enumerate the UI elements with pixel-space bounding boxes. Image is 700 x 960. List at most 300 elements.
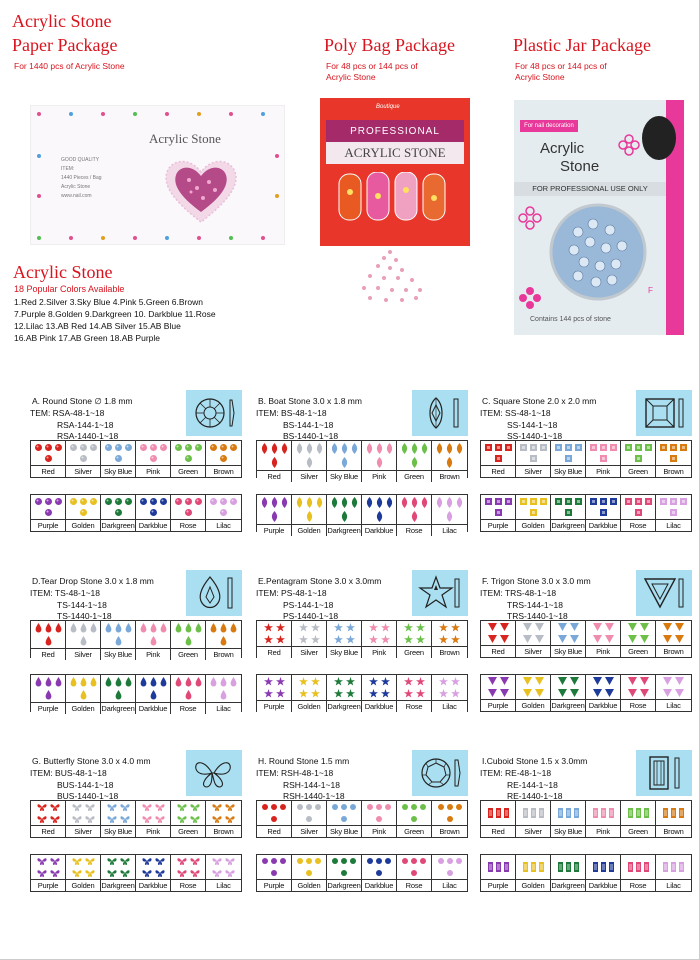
item-code: ITEM: TS-48-1~18: [30, 588, 100, 598]
color-label: Darkblue: [588, 521, 618, 530]
color-swatch: [432, 495, 467, 525]
color-label: Lilac: [442, 526, 457, 535]
color-label: Lilac: [216, 521, 231, 530]
color-swatch: [432, 675, 467, 701]
paper-package-subtitle: For 1440 pcs of Acrylic Stone: [14, 61, 125, 71]
color-swatch: [397, 441, 431, 471]
color-swatch: [31, 855, 65, 880]
color-swatch-cell: [171, 495, 206, 531]
color-swatch: [101, 801, 135, 826]
color-label: Darkblue: [138, 704, 168, 713]
color-swatch: [516, 495, 550, 520]
color-swatch-cell: [327, 801, 362, 837]
color-swatch: [656, 495, 691, 520]
color-swatch: [362, 675, 396, 701]
color-label: Lilac: [666, 521, 681, 530]
color-swatch-grid: [256, 800, 468, 838]
stone-section: [30, 570, 242, 740]
item-code: TEM: RSA-48-1~18: [30, 408, 105, 418]
color-swatch-grid: [256, 854, 468, 892]
color-label: Pink: [146, 650, 160, 659]
stone-name: E.Pentagram Stone 3.0 x 3.0mm: [258, 576, 382, 586]
color-swatch-cell: [206, 495, 241, 531]
color-label: Sky Blue: [330, 648, 358, 657]
color-swatch-cell: [516, 855, 551, 891]
color-label: Purple: [263, 526, 285, 535]
flower-icon-2: [518, 206, 542, 230]
item-code: ITEM: TRS-48-1~18: [480, 588, 557, 598]
color-swatch: [362, 495, 396, 525]
color-swatch-cell: [136, 495, 171, 531]
color-swatch-cell: [327, 675, 362, 712]
card-title: Acrylic Stone: [149, 131, 221, 146]
color-swatch-cell: [397, 495, 432, 536]
color-label: Silver: [74, 467, 92, 476]
color-swatch-cell: [31, 855, 66, 891]
nail-designs-icon: [325, 172, 465, 232]
color-swatch: [516, 675, 550, 700]
stone-section: [30, 390, 242, 560]
color-label: Darkblue: [138, 521, 168, 530]
round-stone-icon: [186, 390, 242, 436]
stone-section: [480, 750, 692, 920]
colors-list: 1.Red 2.Silver 3.Sky Blue 4.Pink 5.Green 6.Brown 7.Purple 8.Golden 9.Darkgreen 10. Darkblue 11.Rose 12.Lilac 13.AB Red 14.AB Silver 15.AB Blue 16.AB Pink 17.AB Green 18.AB Purple: [14, 297, 216, 343]
stone-name: B. Boat Stone 3.0 x 1.8 mm: [258, 396, 362, 406]
color-swatch-cell: [257, 675, 292, 712]
item-code: ITEM: BS-48-1~18: [256, 408, 327, 418]
color-swatch: [257, 801, 291, 826]
color-swatch: [101, 621, 135, 649]
color-swatch-cell: [136, 441, 171, 477]
color-swatch: [656, 621, 691, 646]
color-swatch: [397, 675, 431, 701]
color-swatch-cell: [397, 441, 432, 482]
color-label: Golden: [297, 526, 321, 535]
color-swatch-cell: [621, 855, 656, 891]
color-swatch-cell: [362, 495, 397, 536]
color-label: Green: [178, 650, 198, 659]
color-swatch-cell: [171, 675, 206, 714]
color-swatch: [257, 855, 291, 880]
color-label: Darkblue: [588, 701, 618, 710]
color-swatch: [101, 441, 135, 466]
color-label: Silver: [300, 472, 318, 481]
color-label: Darkblue: [364, 702, 394, 711]
stone-item-codes: [30, 408, 118, 443]
color-swatch: [66, 855, 100, 880]
color-label: Green: [628, 467, 648, 476]
color-swatch: [656, 441, 691, 466]
color-label: Green: [628, 647, 648, 656]
color-label: Darkblue: [364, 526, 394, 535]
color-label: Lilac: [442, 881, 457, 890]
color-swatch: [432, 621, 467, 647]
color-swatch-cell: [432, 495, 467, 536]
color-swatch-cell: [586, 675, 621, 711]
color-label: Darkgreen: [327, 881, 361, 890]
color-swatch-cell: [481, 675, 516, 711]
color-label: Purple: [487, 701, 509, 710]
trigon-stone-icon: [636, 570, 692, 616]
color-swatch-cell: [586, 621, 621, 657]
color-swatch: [292, 621, 326, 647]
cuboid-stone-icon: [636, 750, 692, 796]
color-swatch-cell: [621, 675, 656, 711]
stone-item-codes: [256, 408, 338, 443]
stone-name: A. Round Stone ∅ 1.8 mm: [32, 396, 133, 406]
color-swatch-cell: [516, 801, 551, 837]
color-swatch-cell: [101, 855, 136, 891]
color-label: Darkgreen: [327, 702, 361, 711]
color-swatch-cell: [206, 621, 241, 660]
color-label: Golden: [297, 702, 321, 711]
color-swatch-cell: [586, 495, 621, 531]
color-label: Green: [404, 827, 424, 836]
color-swatch: [621, 495, 655, 520]
color-swatch: [101, 855, 135, 880]
color-label: Red: [41, 467, 55, 476]
color-swatch-cell: [551, 801, 586, 837]
color-swatch-grid: [256, 620, 468, 658]
color-label: Lilac: [216, 704, 231, 713]
color-swatch: [171, 495, 205, 520]
color-swatch-cell: [481, 621, 516, 657]
color-swatch: [586, 621, 620, 646]
color-swatch-grid: [480, 800, 692, 838]
jar-name-1: Acrylic: [540, 140, 585, 157]
color-label: Rose: [179, 704, 197, 713]
color-swatch-cell: [206, 855, 241, 891]
color-swatch: [397, 621, 431, 647]
color-label: Brown: [213, 827, 234, 836]
color-swatch: [551, 441, 585, 466]
color-swatch-cell: [656, 855, 691, 891]
flower-icon: [618, 134, 640, 156]
color-swatch: [516, 621, 550, 646]
color-swatch-cell: [621, 801, 656, 837]
color-swatch: [136, 801, 170, 826]
color-swatch: [101, 675, 135, 703]
color-swatch: [656, 675, 691, 700]
color-swatch-cell: [551, 675, 586, 711]
color-swatch-cell: [432, 855, 467, 891]
color-swatch: [621, 675, 655, 700]
color-swatch: [206, 621, 241, 649]
color-swatch-cell: [656, 441, 691, 477]
color-swatch-cell: [66, 801, 101, 837]
color-swatch-cell: [206, 675, 241, 714]
color-swatch: [432, 855, 467, 880]
color-label: Red: [267, 827, 281, 836]
color-swatch-grid: [480, 620, 692, 658]
color-swatch: [621, 621, 655, 646]
color-swatch-cell: [481, 801, 516, 837]
color-label: Darkgreen: [101, 704, 135, 713]
item-code: SS-144-1~18: [507, 419, 558, 430]
color-swatch-cell: [206, 441, 241, 477]
color-swatch-grid: [480, 854, 692, 892]
jar-stones-icon: [548, 202, 648, 302]
color-swatch-cell: [257, 495, 292, 536]
color-label: Rose: [405, 881, 423, 890]
item-code: PS-1440-1~18: [283, 611, 339, 621]
color-swatch-cell: [397, 801, 432, 837]
color-label: Red: [267, 472, 281, 481]
color-swatch: [397, 855, 431, 880]
color-swatch: [206, 495, 241, 520]
color-swatch-cell: [327, 441, 362, 482]
color-swatch: [586, 495, 620, 520]
item-code: RSH-1440-1~18: [283, 791, 345, 801]
color-swatch-cell: [432, 801, 467, 837]
color-swatch-cell: [66, 495, 101, 531]
color-label: Darkblue: [364, 881, 394, 890]
plastic-jar-subtitle-1: For 48 pcs or 144 pcs of: [515, 61, 607, 71]
color-swatch-cell: [551, 495, 586, 531]
color-swatch-cell: [101, 441, 136, 477]
color-swatch-cell: [101, 495, 136, 531]
color-swatch: [292, 855, 326, 880]
color-label: Sky Blue: [554, 827, 582, 836]
stone-name: C. Square Stone 2.0 x 2.0 mm: [482, 396, 597, 406]
color-swatch: [292, 441, 326, 471]
color-swatch-cell: [66, 675, 101, 714]
color-swatch: [397, 495, 431, 525]
item-code: BS-144-1~18: [283, 419, 334, 430]
color-swatch: [327, 441, 361, 471]
jar-lid-icon: [642, 116, 676, 160]
color-label: Brown: [439, 648, 460, 657]
loose-stones-icon: [340, 246, 450, 306]
color-label: Brown: [213, 467, 234, 476]
paper-package-title-2: Paper Package: [12, 35, 118, 55]
color-swatch-grid: [256, 440, 468, 481]
stone-name: D.Tear Drop Stone 3.0 x 1.8 mm: [32, 576, 154, 586]
item-code: TS-144-1~18: [57, 599, 107, 610]
color-swatch: [586, 675, 620, 700]
item-code: ITEM: PS-48-1~18: [256, 588, 327, 598]
color-swatch: [621, 441, 655, 466]
color-label: Lilac: [216, 881, 231, 890]
jar-tag: For nail decoration: [520, 120, 578, 132]
color-swatch-cell: [171, 801, 206, 837]
poly-bag-subtitle-1: For 48 pcs or 144 pcs of: [326, 61, 418, 71]
color-label: Rose: [405, 702, 423, 711]
stone-item-codes: [30, 588, 112, 623]
color-swatch-cell: [516, 621, 551, 657]
color-swatch-cell: [257, 801, 292, 837]
color-swatch: [481, 621, 515, 646]
color-swatch-cell: [362, 441, 397, 482]
color-label: Rose: [179, 881, 197, 890]
color-label: Darkblue: [138, 881, 168, 890]
color-swatch: [397, 801, 431, 826]
color-label: Pink: [596, 467, 610, 476]
color-swatch: [481, 855, 515, 880]
flower-icon-3: [518, 286, 542, 310]
color-label: Brown: [663, 647, 684, 656]
poly-bag-title: Poly Bag Package: [324, 35, 455, 55]
color-swatch: [327, 621, 361, 647]
butterfly-stone-icon: [186, 750, 242, 796]
color-swatch: [481, 801, 515, 826]
poly-bag-brand: Boutique: [376, 104, 400, 110]
color-label: Silver: [524, 827, 542, 836]
color-label: Purple: [37, 881, 59, 890]
color-swatch-cell: [66, 441, 101, 477]
pentagram-stone-icon: [412, 570, 468, 616]
item-code: RSA-144-1~18: [57, 419, 114, 430]
color-label: Golden: [297, 881, 321, 890]
color-swatch-cell: [257, 621, 292, 658]
color-swatch-cell: [362, 621, 397, 658]
color-swatch-grid: [256, 674, 468, 712]
color-label: Rose: [629, 881, 647, 890]
color-label: Rose: [629, 701, 647, 710]
color-swatch-cell: [66, 621, 101, 660]
heart-stones-icon: [161, 154, 241, 226]
color-label: Purple: [37, 704, 59, 713]
color-swatch-cell: [432, 441, 467, 482]
color-swatch-cell: [292, 855, 327, 891]
color-swatch-grid: [30, 800, 242, 838]
color-label: Sky Blue: [330, 827, 358, 836]
stone-section: [256, 390, 468, 560]
color-label: Darkgreen: [101, 521, 135, 530]
color-label: Green: [178, 827, 198, 836]
color-label: Rose: [179, 521, 197, 530]
item-code: BS-1440-1~18: [283, 431, 339, 441]
color-swatch: [621, 855, 655, 880]
color-swatch-cell: [432, 675, 467, 712]
color-swatch: [432, 801, 467, 826]
color-swatch: [551, 621, 585, 646]
stone-item-codes: [256, 768, 345, 803]
color-label: Rose: [405, 526, 423, 535]
color-swatch-cell: [621, 495, 656, 531]
color-swatch: [171, 675, 205, 703]
color-label: Darkblue: [588, 881, 618, 890]
color-swatch: [171, 801, 205, 826]
color-label: Red: [41, 650, 55, 659]
color-swatch-cell: [257, 441, 292, 482]
color-swatch: [171, 441, 205, 466]
poly-bag-package: [320, 98, 470, 303]
color-swatch-cell: [656, 675, 691, 711]
color-swatch: [66, 675, 100, 703]
color-swatch: [206, 675, 241, 703]
color-swatch: [327, 675, 361, 701]
color-swatch-cell: [257, 855, 292, 891]
color-swatch-cell: [31, 675, 66, 714]
color-swatch-cell: [171, 441, 206, 477]
color-swatch-grid: [30, 854, 242, 892]
color-swatch: [586, 855, 620, 880]
color-swatch: [551, 675, 585, 700]
color-label: Silver: [524, 467, 542, 476]
color-label: Purple: [263, 702, 285, 711]
color-swatch: [136, 441, 170, 466]
color-swatch-cell: [397, 621, 432, 658]
color-swatch: [481, 441, 515, 466]
color-swatch: [362, 621, 396, 647]
color-label: Lilac: [442, 702, 457, 711]
jar-band: FOR PROFESSIONAL USE ONLY: [514, 182, 666, 196]
color-label: Brown: [439, 472, 460, 481]
item-code: ITEM: RSH-48-1~18: [256, 768, 334, 778]
color-label: Green: [404, 472, 424, 481]
color-swatch-cell: [621, 441, 656, 477]
color-swatch-cell: [621, 621, 656, 657]
color-label: Sky Blue: [554, 467, 582, 476]
card-text: GOOD QUALITY ITEM: 1440 Pieces / Bag Acrylic Stone www.nail.com: [61, 157, 102, 199]
color-label: Pink: [372, 472, 386, 481]
color-swatch: [551, 801, 585, 826]
color-label: Silver: [524, 647, 542, 656]
color-swatch-cell: [292, 621, 327, 658]
color-swatch: [206, 855, 241, 880]
color-swatch-grid: [30, 440, 242, 478]
color-label: Brown: [213, 650, 234, 659]
color-swatch: [31, 621, 65, 649]
color-swatch-cell: [362, 801, 397, 837]
color-swatch-grid: [30, 674, 242, 712]
square-stone-icon: [636, 390, 692, 436]
poly-bag-subtitle-2: Acrylic Stone: [326, 72, 376, 82]
color-label: Pink: [596, 647, 610, 656]
stone-section: [480, 390, 692, 560]
color-label: Silver: [74, 827, 92, 836]
color-swatch-cell: [292, 495, 327, 536]
color-swatch: [516, 855, 550, 880]
color-swatch-cell: [551, 855, 586, 891]
color-swatch-cell: [481, 855, 516, 891]
color-label: Brown: [439, 827, 460, 836]
color-swatch: [257, 441, 291, 471]
color-swatch: [327, 801, 361, 826]
item-code: BUS-144-1~18: [57, 779, 114, 790]
color-label: Brown: [663, 467, 684, 476]
color-swatch: [292, 675, 326, 701]
color-label: Darkgreen: [327, 526, 361, 535]
color-swatch: [551, 855, 585, 880]
color-swatch: [206, 441, 241, 466]
color-swatch-cell: [551, 441, 586, 477]
color-swatch-cell: [586, 855, 621, 891]
color-swatch: [586, 441, 620, 466]
color-label: Sky Blue: [104, 827, 132, 836]
color-swatch: [171, 855, 205, 880]
color-swatch: [101, 495, 135, 520]
color-swatch-cell: [327, 495, 362, 536]
color-label: Pink: [146, 467, 160, 476]
color-label: Golden: [521, 521, 545, 530]
color-label: Green: [178, 467, 198, 476]
poly-bag-band: PROFESSIONAL: [350, 126, 440, 137]
item-code: TRS-1440-1~18: [507, 611, 568, 621]
item-code: RE-1440-1~18: [507, 791, 563, 801]
color-swatch-cell: [292, 801, 327, 837]
color-swatch: [327, 855, 361, 880]
color-swatch-cell: [586, 801, 621, 837]
color-swatch: [432, 441, 467, 471]
color-swatch-cell: [327, 621, 362, 658]
color-swatch-cell: [31, 495, 66, 531]
color-swatch: [292, 801, 326, 826]
color-label: Green: [628, 827, 648, 836]
color-swatch-cell: [171, 855, 206, 891]
color-label: Sky Blue: [104, 467, 132, 476]
